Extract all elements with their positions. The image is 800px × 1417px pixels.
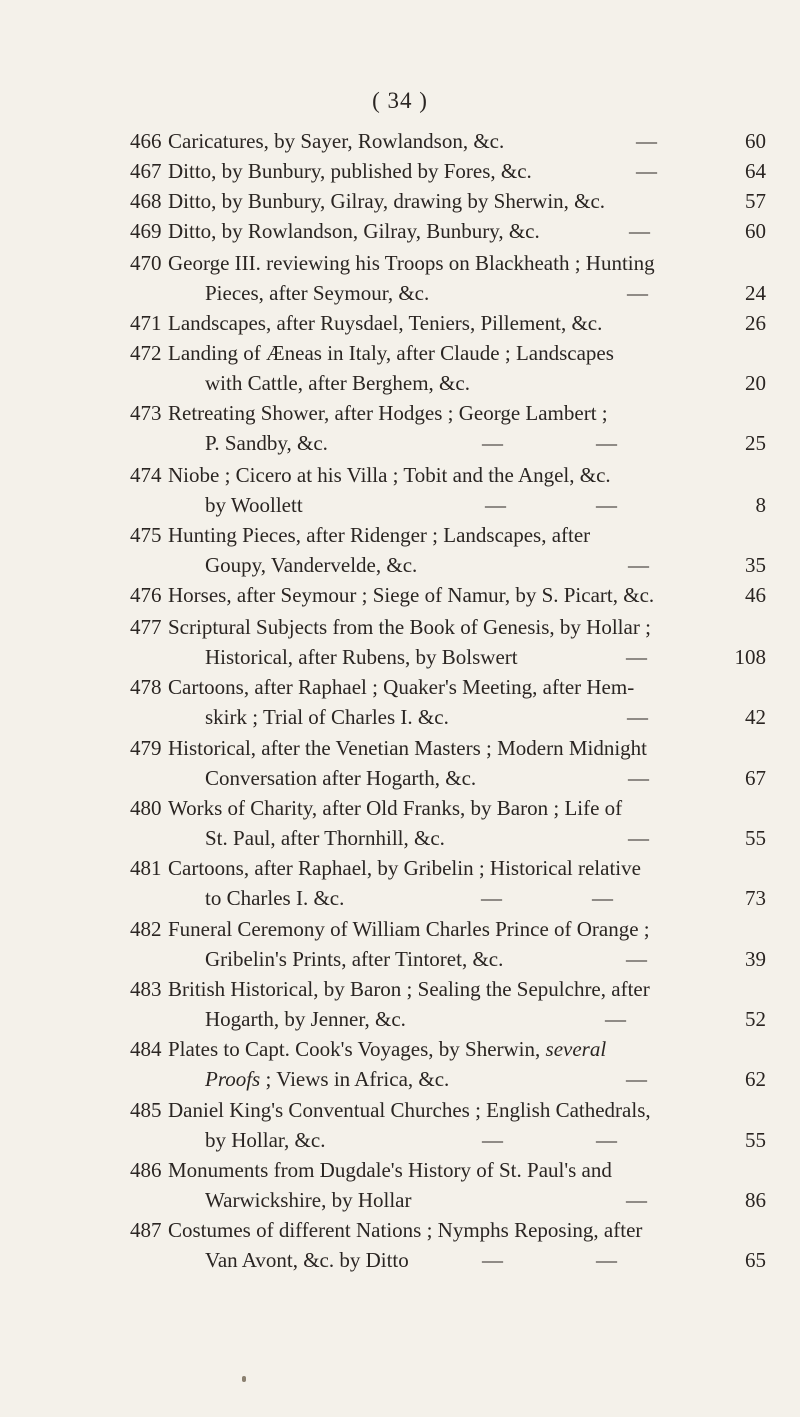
entry-line [0, 1034, 800, 1064]
lot-description: with Cattle, after Berghem, &c. [205, 371, 470, 395]
entry-line [0, 186, 800, 216]
entry-473 [0, 398, 800, 458]
entry-line-continued [0, 642, 800, 672]
lot-price: 35 [745, 553, 766, 577]
dash-leader: — [605, 1007, 626, 1031]
lot-number: 466 [130, 129, 162, 153]
lot-price: 25 [745, 431, 766, 455]
entry-line-continued [0, 763, 800, 793]
entry-line-continued [0, 368, 800, 398]
entry-line [0, 156, 800, 186]
dash-leader: — [628, 766, 649, 790]
ink-speck [242, 1376, 246, 1382]
entry-line [0, 853, 800, 883]
dash-leader: — [482, 1128, 503, 1152]
lot-price: 62 [745, 1067, 766, 1091]
entry-472 [0, 338, 800, 398]
entry-466 [0, 126, 800, 156]
dash-leader: — [481, 886, 502, 910]
lot-description: Hogarth, by Jenner, &c. [205, 1007, 406, 1031]
lot-price: 55 [745, 826, 766, 850]
lot-description: Landscapes, after Ruysdael, Teniers, Pillement, &c. [168, 311, 603, 335]
page-number: ( 34 ) [372, 88, 428, 113]
entry-485 [0, 1095, 800, 1155]
lot-number: 474 [130, 463, 162, 487]
lot-number: 484 [130, 1037, 162, 1061]
entry-line [0, 974, 800, 1004]
lot-price: 67 [745, 766, 766, 790]
lot-price: 60 [745, 219, 766, 243]
entry-477 [0, 612, 800, 672]
lot-number: 480 [130, 796, 162, 820]
entry-line-continued [0, 550, 800, 580]
entry-476 [0, 580, 800, 610]
lot-description: Historical, after the Venetian Masters ; Modern Midnight [168, 736, 648, 760]
lot-description: Funeral Ceremony of William Charles Prince of Orange ; [168, 917, 650, 941]
lot-description: to Charles I. &c. [205, 886, 345, 910]
lot-number: 472 [130, 341, 162, 365]
entry-482 [0, 914, 800, 974]
dash-leader: — [628, 553, 649, 577]
entry-line [0, 612, 800, 642]
lot-price: 64 [745, 159, 766, 183]
entry-line [0, 1155, 800, 1185]
dash-leader: — [596, 1128, 617, 1152]
lot-description: Daniel King's Conventual Churches ; English Cathedrals, [168, 1098, 651, 1122]
entry-line-continued [0, 490, 800, 520]
lot-number: 481 [130, 856, 162, 880]
lot-number: 479 [130, 736, 162, 760]
entry-479 [0, 733, 800, 793]
lot-description: British Historical, by Baron ; Sealing the Sepulchre, after [168, 977, 650, 1001]
lot-description: Costumes of different Nations ; Nymphs Reposing, after [168, 1218, 643, 1242]
lot-description: Caricatures, by Sayer, Rowlandson, &c. [168, 129, 505, 153]
lot-price: 86 [745, 1188, 766, 1212]
entry-470 [0, 248, 800, 308]
entry-483 [0, 974, 800, 1034]
dash-leader: — [626, 645, 647, 669]
entry-line [0, 1095, 800, 1125]
dash-leader: — [626, 1188, 647, 1212]
lot-description: Landing of Æneas in Italy, after Claude ; Landscapes [168, 341, 614, 365]
lot-price: 8 [755, 493, 766, 517]
lot-description: St. Paul, after Thornhill, &c. [205, 826, 445, 850]
entry-line-continued [0, 1125, 800, 1155]
entry-486 [0, 1155, 800, 1215]
lot-description: Monuments from Dugdale's History of St. Paul's and [168, 1158, 612, 1182]
lot-description: Cartoons, after Raphael, by Gribelin ; Historical relative [168, 856, 641, 880]
lot-number: 475 [130, 523, 162, 547]
entry-line-continued [0, 1185, 800, 1215]
lot-price: 73 [745, 886, 766, 910]
entry-line [0, 460, 800, 490]
lot-description: Cartoons, after Raphael ; Quaker's Meeting, after Hem- [168, 675, 635, 699]
entry-line [0, 914, 800, 944]
entry-line-continued [0, 428, 800, 458]
entry-line [0, 672, 800, 702]
lot-number: 477 [130, 615, 162, 639]
lot-price: 65 [745, 1248, 766, 1272]
lot-description: Retreating Shower, after Hodges ; George Lambert ; [168, 401, 608, 425]
lot-description: Works of Charity, after Old Franks, by Baron ; Life of [168, 796, 623, 820]
lot-description: Hunting Pieces, after Ridenger ; Landscapes, after [168, 523, 591, 547]
lot-price: 52 [745, 1007, 766, 1031]
entry-468 [0, 186, 800, 216]
entry-line [0, 1215, 800, 1245]
lot-price: 108 [734, 645, 766, 669]
lot-description: P. Sandby, &c. [205, 431, 328, 455]
lot-description: Niobe ; Cicero at his Villa ; Tobit and the Angel, &c. [168, 463, 611, 487]
lot-number: 487 [130, 1218, 162, 1242]
entry-line [0, 520, 800, 550]
lot-description: Conversation after Hogarth, &c. [205, 766, 477, 790]
lot-number: 468 [130, 189, 162, 213]
lot-price: 60 [745, 129, 766, 153]
entry-line [0, 580, 800, 610]
lot-description: Goupy, Vandervelde, &c. [205, 553, 418, 577]
lot-description: Horses, after Seymour ; Siege of Namur, by S. Picart, &c. [168, 583, 655, 607]
lot-description: skirk ; Trial of Charles I. &c. [205, 705, 449, 729]
lot-description: Van Avont, &c. by Ditto [205, 1248, 409, 1272]
entry-line-continued [0, 1245, 800, 1275]
lot-number: 470 [130, 251, 162, 275]
entry-469 [0, 216, 800, 246]
lot-description: Proofs ; Views in Africa, &c. [205, 1067, 450, 1091]
lot-number: 471 [130, 311, 162, 335]
entry-474 [0, 460, 800, 520]
dash-leader: — [629, 219, 650, 243]
dash-leader: — [626, 1067, 647, 1091]
dash-leader: — [592, 886, 613, 910]
entry-484 [0, 1034, 800, 1094]
lot-price: 26 [745, 311, 766, 335]
entry-line-continued [0, 702, 800, 732]
dash-leader: — [596, 431, 617, 455]
lot-number: 469 [130, 219, 162, 243]
lot-number: 485 [130, 1098, 162, 1122]
entry-line [0, 398, 800, 428]
entry-line-continued [0, 883, 800, 913]
lot-description: Pieces, after Seymour, &c. [205, 281, 430, 305]
lot-number: 478 [130, 675, 162, 699]
entry-481 [0, 853, 800, 913]
dash-leader: — [482, 431, 503, 455]
lot-number: 476 [130, 583, 162, 607]
entry-line-continued [0, 823, 800, 853]
entry-475 [0, 520, 800, 580]
entry-487 [0, 1215, 800, 1275]
entry-line [0, 733, 800, 763]
lot-description: Historical, after Rubens, by Bolswert [205, 645, 518, 669]
lot-price: 20 [745, 371, 766, 395]
lot-description: George III. reviewing his Troops on Blackheath ; Hunting [168, 251, 655, 275]
entry-line [0, 248, 800, 278]
lot-number: 482 [130, 917, 162, 941]
lot-number: 467 [130, 159, 162, 183]
lot-description: Ditto, by Bunbury, published by Fores, &c. [168, 159, 532, 183]
lot-price: 57 [745, 189, 766, 213]
entry-line-continued [0, 278, 800, 308]
dash-leader: — [627, 705, 648, 729]
dash-leader: — [636, 129, 657, 153]
entry-471 [0, 308, 800, 338]
entry-line [0, 216, 800, 246]
dash-leader: — [596, 493, 617, 517]
entry-478 [0, 672, 800, 732]
entry-list [0, 126, 800, 1275]
entry-480 [0, 793, 800, 853]
lot-description: Scriptural Subjects from the Book of Genesis, by Hollar ; [168, 615, 651, 639]
lot-description: Ditto, by Bunbury, Gilray, drawing by Sherwin, &c. [168, 189, 606, 213]
dash-leader: — [626, 947, 647, 971]
lot-price: 46 [745, 583, 766, 607]
entry-line-continued [0, 944, 800, 974]
lot-price: 39 [745, 947, 766, 971]
lot-price: 42 [745, 705, 766, 729]
lot-number: 473 [130, 401, 162, 425]
lot-description: Warwickshire, by Hollar [205, 1188, 412, 1212]
lot-description: Gribelin's Prints, after Tintoret, &c. [205, 947, 504, 971]
entry-line [0, 308, 800, 338]
entry-line [0, 126, 800, 156]
entry-line [0, 338, 800, 368]
dash-leader: — [628, 826, 649, 850]
lot-description: Plates to Capt. Cook's Voyages, by Sherwin, several [168, 1037, 607, 1061]
entry-467 [0, 156, 800, 186]
lot-number: 483 [130, 977, 162, 1001]
lot-number: 486 [130, 1158, 162, 1182]
lot-description: by Hollar, &c. [205, 1128, 326, 1152]
lot-price: 55 [745, 1128, 766, 1152]
entry-line-continued [0, 1004, 800, 1034]
lot-description: Ditto, by Rowlandson, Gilray, Bunbury, &c. [168, 219, 540, 243]
dash-leader: — [636, 159, 657, 183]
lot-description: by Woollett [205, 493, 303, 517]
dash-leader: — [596, 1248, 617, 1272]
dash-leader: — [482, 1248, 503, 1272]
dash-leader: — [627, 281, 648, 305]
lot-price: 24 [745, 281, 766, 305]
entry-line [0, 793, 800, 823]
dash-leader: — [485, 493, 506, 517]
entry-line-continued [0, 1064, 800, 1094]
